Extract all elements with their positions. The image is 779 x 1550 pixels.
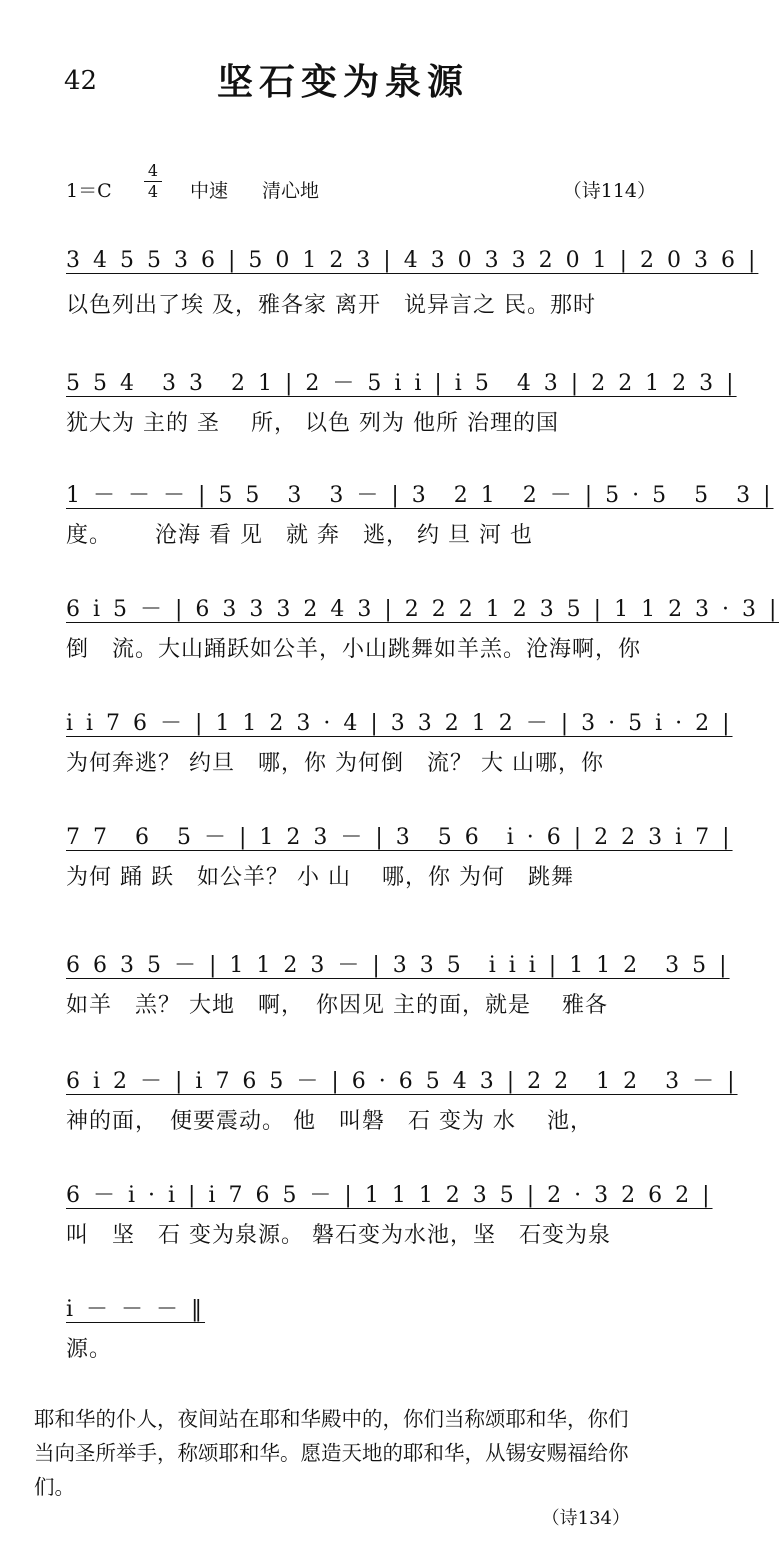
notation-line: 6 6 3 5 － | 1 1 2 3 － | 3 3 5 i i i | 1 1 2 3 5 |: [66, 953, 730, 978]
notation-line: 6 － i · i | i 7 6 5 － | 1 1 1 2 3 5 | 2 · 3 2 6 2 |: [66, 1183, 713, 1208]
psalm-reference: （诗114）: [562, 180, 656, 202]
song-title: 坚石变为泉源: [216, 61, 469, 103]
time-signature: [144, 162, 162, 201]
notation-line: 7 7 6 5 － | 1 2 3 － | 3 5 6 i · 6 | 2 2 3 i 7 |: [66, 825, 733, 850]
lyric-line: 犹大为 主的 圣 所， 以色 列为 他所 治理的国: [66, 411, 559, 436]
page-number: 42: [64, 66, 98, 96]
notation-line: 6 i 5 － | 6 3 3 3 2 4 3 | 2 2 2 1 2 3 5 | 1 1 2 3 · 3 |: [66, 597, 779, 622]
notation-line: 6 i 2 － | i 7 6 5 － | 6 · 6 5 4 3 | 2 2 1 2 3 － |: [66, 1069, 738, 1094]
lyric-line: 以色列出了埃 及，雅各家 离开 说异言之 民。那时: [66, 293, 596, 318]
lyric-line: 叫 坚 石 变为泉源。 磐石变为水池，坚 石变为泉: [66, 1223, 611, 1248]
notation-line: 5 5 4 3 3 2 1 | 2 － 5 i i | i 5 4 3 | 2 2 1 2 3 |: [66, 371, 737, 396]
lyric-line: 源。: [66, 1337, 113, 1362]
notation-line: 1 － － － | 5 5 3 3 － | 3 2 1 2 － | 5 · 5 5 3 |: [66, 483, 774, 508]
tempo-marking: 中速: [190, 180, 229, 202]
lyric-line: 为何 踊 跃 如公羊？ 小 山 哪，你 为何 跳舞: [66, 865, 574, 890]
closing-reference: （诗134）: [541, 1508, 630, 1529]
notation-line: 3 4 5 5 3 6 | 5 0 1 2 3 | 4 3 0 3 3 2 0 1 | 2 0 3 6 |: [66, 248, 759, 273]
closing-verse: 耶和华的仆人，夜间站在耶和华殿中的，你们当称颂耶和华，你们当向圣所举手，称颂耶和华。愿造天地的耶和华，从锡安赐福给你们。: [34, 1407, 629, 1499]
notation-line: i i 7 6 － | 1 1 2 3 · 4 | 3 3 2 1 2 － | 3 · 5 i · 2 |: [66, 711, 733, 736]
notation-line: i － － － ‖: [66, 1297, 206, 1322]
time-signature-bottom: 4: [147, 182, 159, 201]
lyric-line: 神的面， 便要震动。 他 叫磐 石 变为 水 池，: [66, 1109, 593, 1134]
lyric-line: 为何奔逃？ 约旦 哪，你 为何倒 流？ 大 山哪，你: [66, 751, 604, 776]
lyric-line: 倒 流。大山踊跃如公羊，小山跳舞如羊羔。沧海啊，你: [66, 637, 642, 662]
key-signature: 1＝C: [66, 180, 112, 202]
expression-marking: 清心地: [262, 180, 320, 202]
time-signature-top: 4: [147, 161, 159, 180]
lyric-line: 度。 沧海 看 见 就 奔 逃， 约 旦 河 也: [66, 523, 533, 548]
lyric-line: 如羊 羔？ 大地 啊， 你因见 主的面，就是 雅各: [66, 993, 608, 1018]
